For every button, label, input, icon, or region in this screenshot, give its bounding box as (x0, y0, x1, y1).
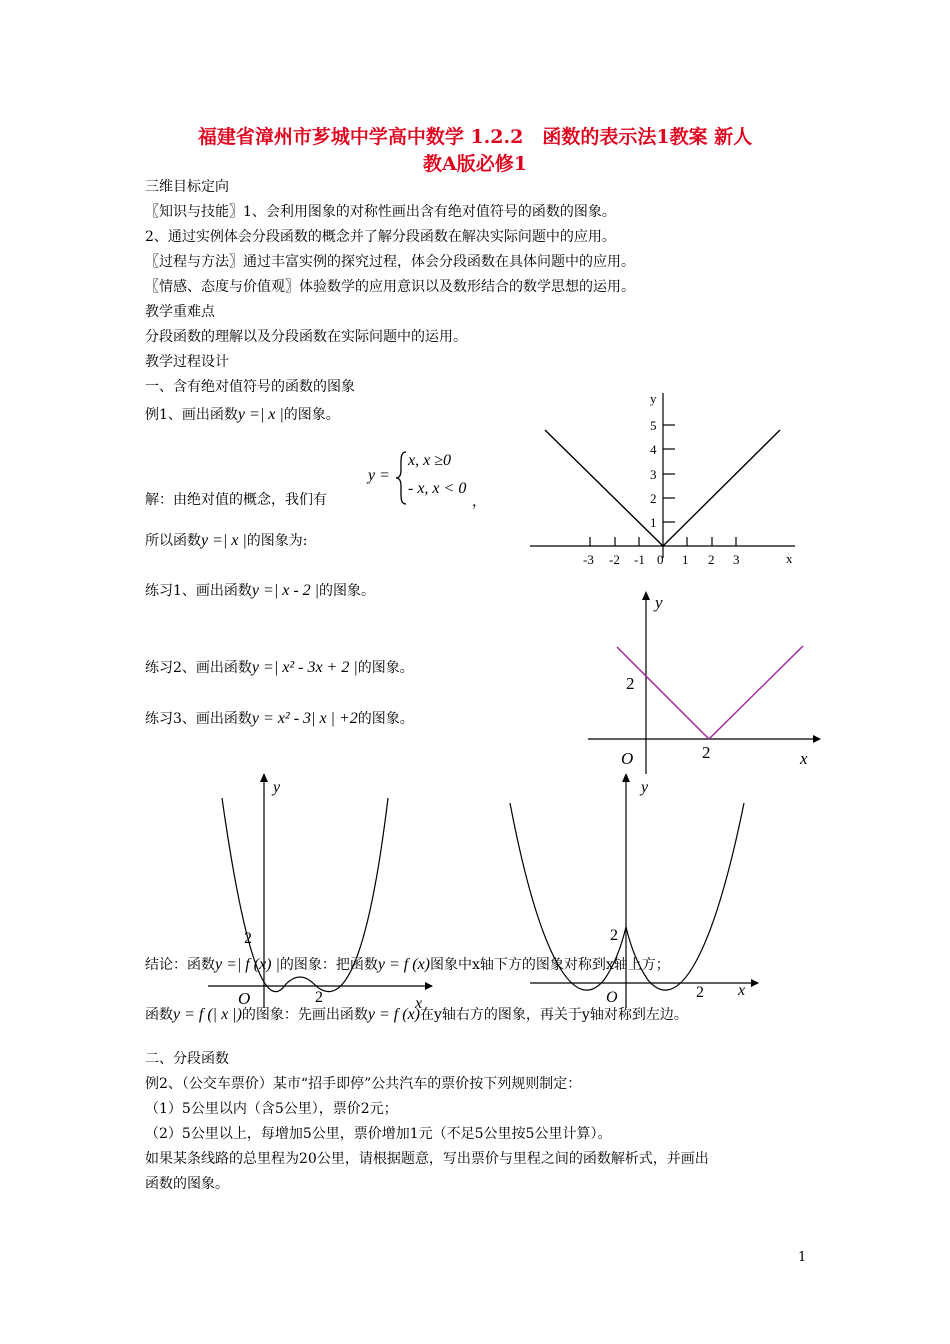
graph2-x-mark: 2 (702, 743, 711, 762)
y-tick-3: 3 (650, 467, 657, 482)
goal-process: 〖过程与方法〗通过丰富实例的探究过程，体会分段函数在具体问题中的应用。 (145, 254, 635, 270)
rule-2: （2）5公里以上，每增加5公里，票价增加1元（不足5公里按5公里计算）。 (145, 1126, 612, 1142)
practice-3-suffix: 的图象。 (357, 711, 414, 727)
graph3-y-arrow-icon (260, 773, 268, 782)
rule-1: （1）5公里以内（含5公里），票价2元； (145, 1101, 398, 1117)
conclusion-1-formula-2: y = f (x) (377, 956, 431, 973)
x-tick-neg2: -2 (609, 552, 620, 567)
conclusion-2-suffix: 在y轴右方的图象，再关于y轴对称到左边。 (420, 1007, 688, 1023)
practice-2-label: 练习2、画出函数 (145, 660, 252, 676)
practice-2-formula: y =| x² - 3x + 2 | (251, 659, 358, 676)
solution-graph-formula: y =| x | (201, 532, 247, 549)
graph2-v-shape (617, 646, 803, 739)
section-heading-goals: 三维目标定向 (145, 179, 229, 195)
graph-abs-x-right-branch (663, 430, 780, 546)
graph4-y-arrow-icon (622, 773, 630, 782)
graph4-x-arrow-icon (751, 979, 759, 987)
title-line-2: 教A版必修1 (423, 153, 527, 175)
piecewise-brace (394, 450, 408, 506)
graph-abs-x-x-label: x (786, 551, 793, 566)
question-line-1: 如果某条线路的总里程为20公里，请根据题意，写出票价与里程之间的函数解析式，并画出 (145, 1151, 709, 1167)
conclusion-1-label: 结论：函数 (145, 957, 215, 973)
practice-3-label: 练习3、画出函数 (145, 711, 252, 727)
key-points-text: 分段函数的理解以及分段函数在实际问题中的运用。 (145, 329, 467, 345)
conclusion-2-formula-1: y = f (| x |) (173, 1006, 242, 1023)
graph3-y-mark: 2 (244, 930, 252, 947)
solution-graph-suffix: 的图象为: (246, 533, 308, 549)
x-tick-neg3: -3 (583, 552, 594, 567)
graph-abs-x-minus-2 (585, 588, 825, 778)
graph2-y-label: y (655, 593, 663, 612)
graph4-y-label: y (641, 779, 649, 796)
practice-1-formula: y =| x - 2 | (251, 582, 320, 599)
page-number: 1 (798, 1250, 807, 1265)
practice-3-formula: y = x² - 3| x | +2 (251, 710, 358, 727)
graph-abs-x (525, 388, 815, 574)
practice-1-suffix: 的图象。 (319, 583, 376, 599)
y-tick-2: 2 (650, 491, 657, 506)
piecewise-case-1: x, x ≥0 (408, 452, 451, 469)
solution-graph-intro (145, 532, 308, 550)
graph4-origin: O (606, 989, 618, 1006)
graph3-x-arrow-icon (425, 982, 433, 990)
title-line-1: 福建省漳州市芗城中学高中数学 1.2.2 函数的表示法1教案 新人 (197, 126, 753, 148)
x-tick-2: 2 (708, 552, 715, 567)
conclusion-1-middle: 的图象：把函数 (279, 957, 378, 973)
section-heading-process: 教学过程设计 (145, 354, 229, 370)
piecewise-y: y = (368, 467, 390, 484)
practice-1 (145, 582, 375, 600)
x-tick-1: 1 (682, 552, 689, 567)
section-heading-key-points: 教学重难点 (145, 304, 215, 320)
goal-attitude: 〖情感、态度与价值观〗体验数学的应用意识以及数形结合的数学思想的运用。 (145, 279, 635, 295)
goal-knowledge: 〖知识与技能〗1、会利用图象的对称性画出含有绝对值符号的函数的图象。 (145, 204, 616, 220)
conclusion-2-formula-2: y = f (x) (367, 1006, 421, 1023)
y-tick-4: 4 (650, 442, 657, 457)
graph2-y-mark: 2 (626, 674, 635, 693)
conclusion-1-suffix: 图象中x轴下方的图象对称到x轴上方； (430, 957, 670, 973)
graph3-origin: O (238, 989, 251, 1008)
practice-2-suffix: 的图象。 (357, 660, 414, 676)
practice-1-label: 练习1、画出函数 (145, 583, 252, 599)
graph2-y-arrow-icon (642, 591, 650, 600)
graph-abs-x-left-branch (545, 430, 663, 546)
x-tick-3: 3 (733, 552, 740, 567)
example-1-formula: y =| x | (237, 406, 284, 423)
piecewise-case-2: - x, x < 0 (408, 480, 467, 497)
solution-text: 解：由绝对值的概念，我们有 (145, 492, 327, 508)
graph2-x-arrow-icon (813, 735, 821, 743)
graph3-x-label: x (415, 995, 423, 1010)
graph4-x-label: x (738, 982, 746, 999)
part-one-heading: 一、含有绝对值符号的函数的图象 (145, 379, 355, 395)
graph-abs-x-y-label: y (650, 391, 657, 406)
graph2-origin: O (621, 749, 634, 768)
conclusion-2 (145, 1006, 688, 1024)
solution-graph-prefix: 所以函数 (145, 533, 201, 549)
practice-3 (145, 710, 414, 728)
question-line-2: 函数的图象。 (145, 1176, 229, 1192)
part-two-heading: 二、分段函数 (145, 1051, 229, 1067)
graph3-y-label: y (273, 779, 281, 796)
example-1-label: 例1、画出函数 (145, 407, 238, 423)
graph-abs-x-origin: 0 (657, 552, 664, 567)
solution-comma: ， (472, 494, 486, 510)
practice-2 (145, 659, 414, 677)
graph2-x-label: x (800, 749, 808, 768)
graph4-y-mark: 2 (610, 927, 618, 944)
conclusion-1 (145, 956, 670, 974)
conclusion-1-formula-1: y =| f (x) | (215, 956, 280, 973)
example-1 (145, 406, 340, 424)
x-tick-neg1: -1 (634, 552, 645, 567)
conclusion-2-middle: 的图象：先画出函数 (241, 1007, 368, 1023)
example-1-suffix: 的图象。 (283, 407, 340, 423)
graph3-x-mark: 2 (315, 989, 323, 1006)
document-title (100, 124, 850, 178)
graph-quadratic-abs-x (500, 770, 770, 1010)
goal-knowledge-2: 2、通过实例体会分段函数的概念并了解分段函数在解决实际问题中的应用。 (145, 229, 616, 245)
y-tick-5: 5 (650, 418, 657, 433)
example-2: 例2、（公交车票价）某市“招手即停”公共汽车的票价按下列规则制定： (145, 1076, 582, 1092)
conclusion-2-label: 函数 (145, 1007, 173, 1023)
y-tick-1: 1 (650, 515, 657, 530)
graph-abs-quadratic (200, 770, 440, 1010)
graph4-x-mark: 2 (696, 984, 704, 1001)
